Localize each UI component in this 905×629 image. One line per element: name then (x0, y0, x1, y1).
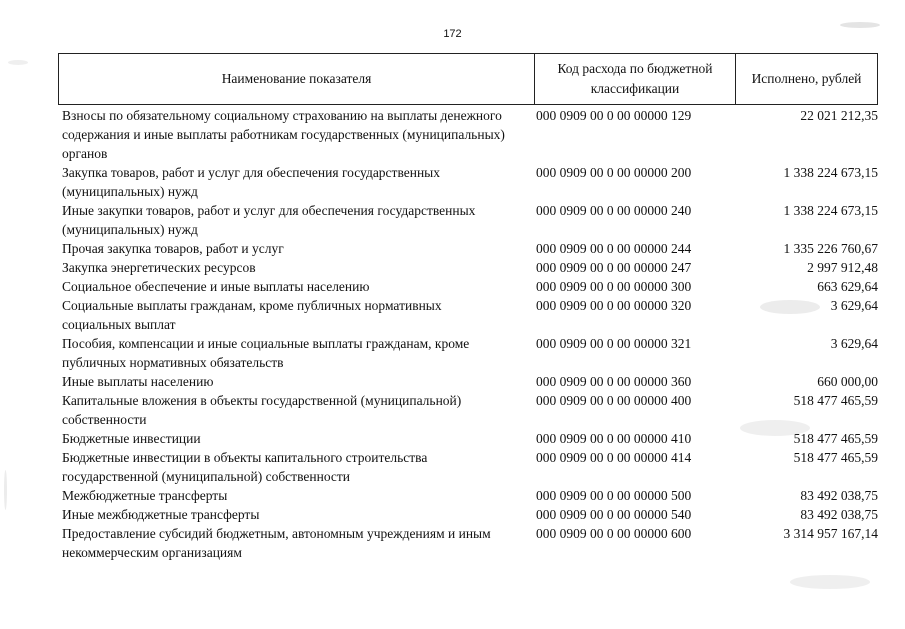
table-row (62, 239, 878, 258)
row-code: 000 0909 00 0 00 00000 244 (536, 241, 692, 256)
row-code: 000 0909 00 0 00 00000 320 (536, 298, 692, 313)
row-name: Взносы по обязательному социальному страхованию на выплаты денежного содержания и иные выплаты работникам государственных (муниципальных) органов (62, 108, 505, 161)
row-code: 000 0909 00 0 00 00000 500 (536, 488, 692, 503)
row-code: 000 0909 00 0 00 00000 321 (536, 336, 692, 351)
table-row (62, 163, 878, 201)
scan-noise (4, 470, 7, 510)
row-code: 000 0909 00 0 00 00000 540 (536, 507, 692, 522)
table-row (62, 486, 878, 505)
table-row (62, 258, 878, 277)
row-code: 000 0909 00 0 00 00000 247 (536, 260, 692, 275)
row-name: Межбюджетные трансферты (62, 488, 228, 503)
row-code: 000 0909 00 0 00 00000 410 (536, 431, 692, 446)
header-amount: Исполнено, рублей (751, 71, 862, 86)
table-row (62, 334, 878, 372)
table-row (62, 106, 878, 163)
row-amount: 1 335 226 760,67 (783, 241, 878, 256)
scan-noise (760, 300, 820, 314)
row-name: Социальные выплаты гражданам, кроме публичных нормативных социальных выплат (62, 298, 442, 332)
row-name: Социальное обеспечение и иные выплаты населению (62, 279, 370, 294)
row-name: Капитальные вложения в объекты государственной (муниципальной) собственности (62, 393, 462, 427)
row-amount: 518 477 465,59 (793, 450, 878, 465)
row-code: 000 0909 00 0 00 00000 360 (536, 374, 692, 389)
table-row (62, 448, 878, 486)
row-amount: 22 021 212,35 (800, 108, 878, 123)
row-amount: 3 314 957 167,14 (783, 526, 878, 541)
row-amount: 518 477 465,59 (793, 393, 878, 408)
row-name: Иные межбюджетные трансферты (62, 507, 260, 522)
row-name: Закупка энергетических ресурсов (62, 260, 256, 275)
row-amount: 518 477 465,59 (793, 431, 878, 446)
row-amount: 3 629,64 (830, 336, 878, 351)
row-name: Предоставление субсидий бюджетным, автономным учреждениям и иным некоммерческим организациям (62, 526, 491, 560)
row-name: Иные выплаты населению (62, 374, 214, 389)
row-name: Бюджетные инвестиции в объекты капитального строительства государственной (муниципальной) собственности (62, 450, 428, 484)
row-code: 000 0909 00 0 00 00000 300 (536, 279, 692, 294)
row-amount: 83 492 038,75 (800, 488, 878, 503)
row-code: 000 0909 00 0 00 00000 200 (536, 165, 692, 180)
row-name: Прочая закупка товаров, работ и услуг (62, 241, 284, 256)
scan-noise (790, 575, 870, 589)
scan-noise (8, 60, 28, 65)
header-name: Наименование показателя (59, 54, 535, 104)
table-row (62, 277, 878, 296)
row-code: 000 0909 00 0 00 00000 400 (536, 393, 692, 408)
header-code: Код расхода по бюджетной классификации (535, 54, 736, 104)
row-name: Пособия, компенсации и иные социальные выплаты гражданам, кроме публичных нормативных обязательств (62, 336, 470, 370)
table-body (62, 106, 878, 562)
row-name: Закупка товаров, работ и услуг для обеспечения государственных (муниципальных) нужд (62, 165, 441, 199)
row-amount: 3 629,64 (830, 298, 878, 313)
row-name: Иные закупки товаров, работ и услуг для обеспечения государственных (муниципальных) нужд (62, 203, 476, 237)
scan-noise (840, 22, 880, 28)
page-number: 172 (443, 28, 462, 40)
row-amount: 2 997 912,48 (807, 260, 878, 275)
scan-noise (740, 420, 810, 436)
row-amount: 1 338 224 673,15 (783, 165, 878, 180)
row-amount: 663 629,64 (817, 279, 878, 294)
table-row (62, 296, 878, 334)
row-amount: 83 492 038,75 (800, 507, 878, 522)
table-row (62, 201, 878, 239)
table-row (62, 505, 878, 524)
table-header (58, 53, 878, 105)
table-row (62, 372, 878, 391)
row-code: 000 0909 00 0 00 00000 129 (536, 108, 692, 123)
row-amount: 660 000,00 (817, 374, 878, 389)
row-code: 000 0909 00 0 00 00000 240 (536, 203, 692, 218)
row-amount: 1 338 224 673,15 (783, 203, 878, 218)
row-code: 000 0909 00 0 00 00000 414 (536, 450, 692, 465)
row-code: 000 0909 00 0 00 00000 600 (536, 526, 692, 541)
row-name: Бюджетные инвестиции (62, 431, 201, 446)
table-row (62, 524, 878, 562)
